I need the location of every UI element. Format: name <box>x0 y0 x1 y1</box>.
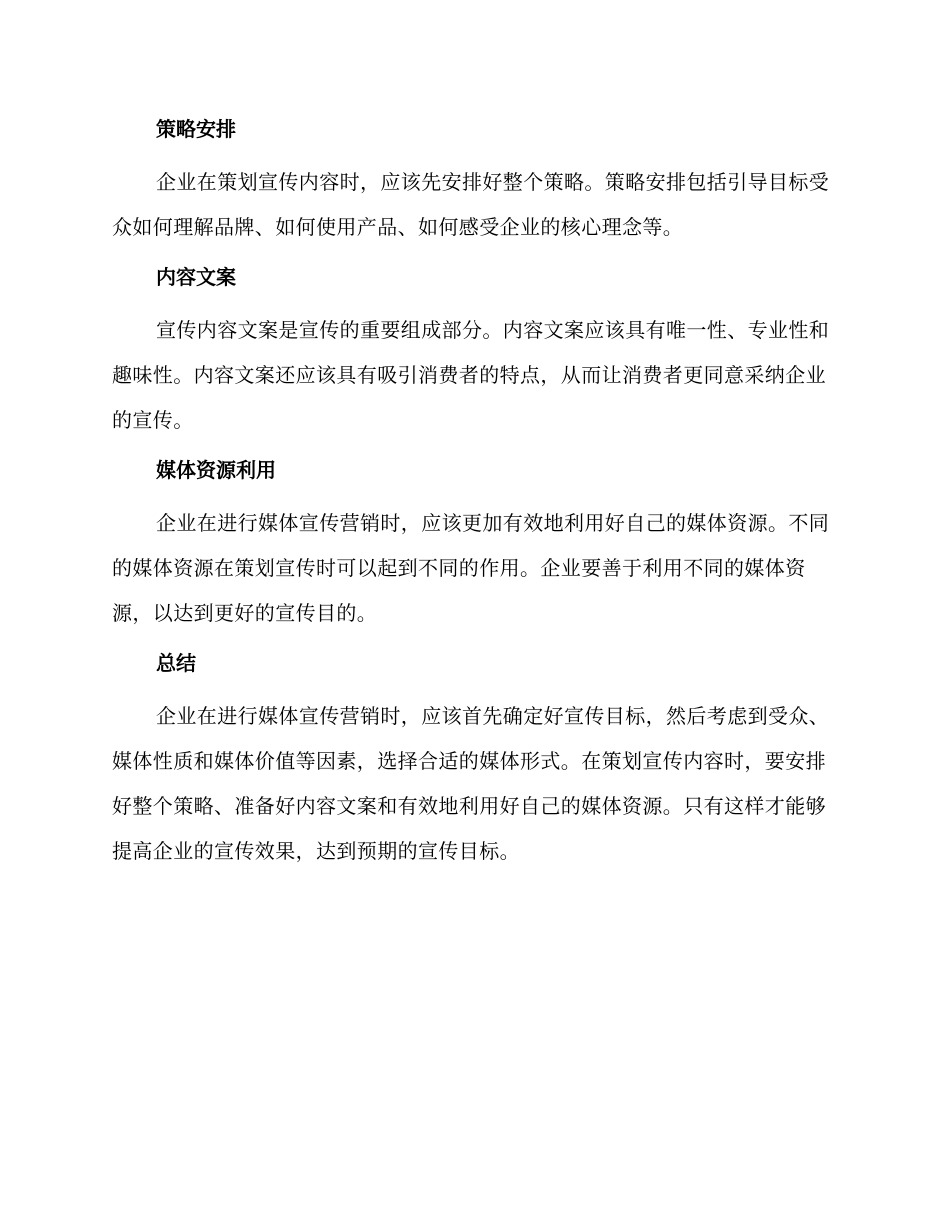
section-paragraph: 企业在进行媒体宣传营销时，应该首先确定好宣传目标，然后考虑到受众、媒体性质和媒体价值等因素，选择合适的媒体形式。在策划宣传内容时，要安排好整个策略、准备好内容文案和有效地利用好自己的媒体资源。只有这样才能够提高企业的宣传效果，达到预期的宣传目标。 <box>112 704 830 863</box>
section-heading: 媒体资源利用 <box>156 458 276 482</box>
section-strategy <box>112 112 832 250</box>
section-paragraph: 宣传内容文案是宣传的重要组成部分。内容文案应该具有唯一性、专业性和趣味性。内容文案还应该具有吸引消费者的特点，从而让消费者更同意采纳企业的宣传。 <box>112 318 830 432</box>
section-heading: 内容文案 <box>156 265 236 289</box>
section-content-copy <box>112 260 832 443</box>
section-paragraph: 企业在进行媒体宣传营销时，应该更加有效地利用好自己的媒体资源。不同的媒体资源在策划宣传时可以起到不同的作用。企业要善于利用不同的媒体资源，以达到更好的宣传目的。 <box>112 511 830 625</box>
section-summary <box>112 646 832 874</box>
section-media-resources <box>112 453 832 636</box>
section-heading: 总结 <box>156 651 196 675</box>
section-paragraph: 企业在策划宣传内容时，应该先安排好整个策略。策略安排包括引导目标受众如何理解品牌、如何使用产品、如何感受企业的核心理念等。 <box>112 170 830 239</box>
section-heading: 策略安排 <box>156 117 236 141</box>
document-page <box>112 112 832 884</box>
